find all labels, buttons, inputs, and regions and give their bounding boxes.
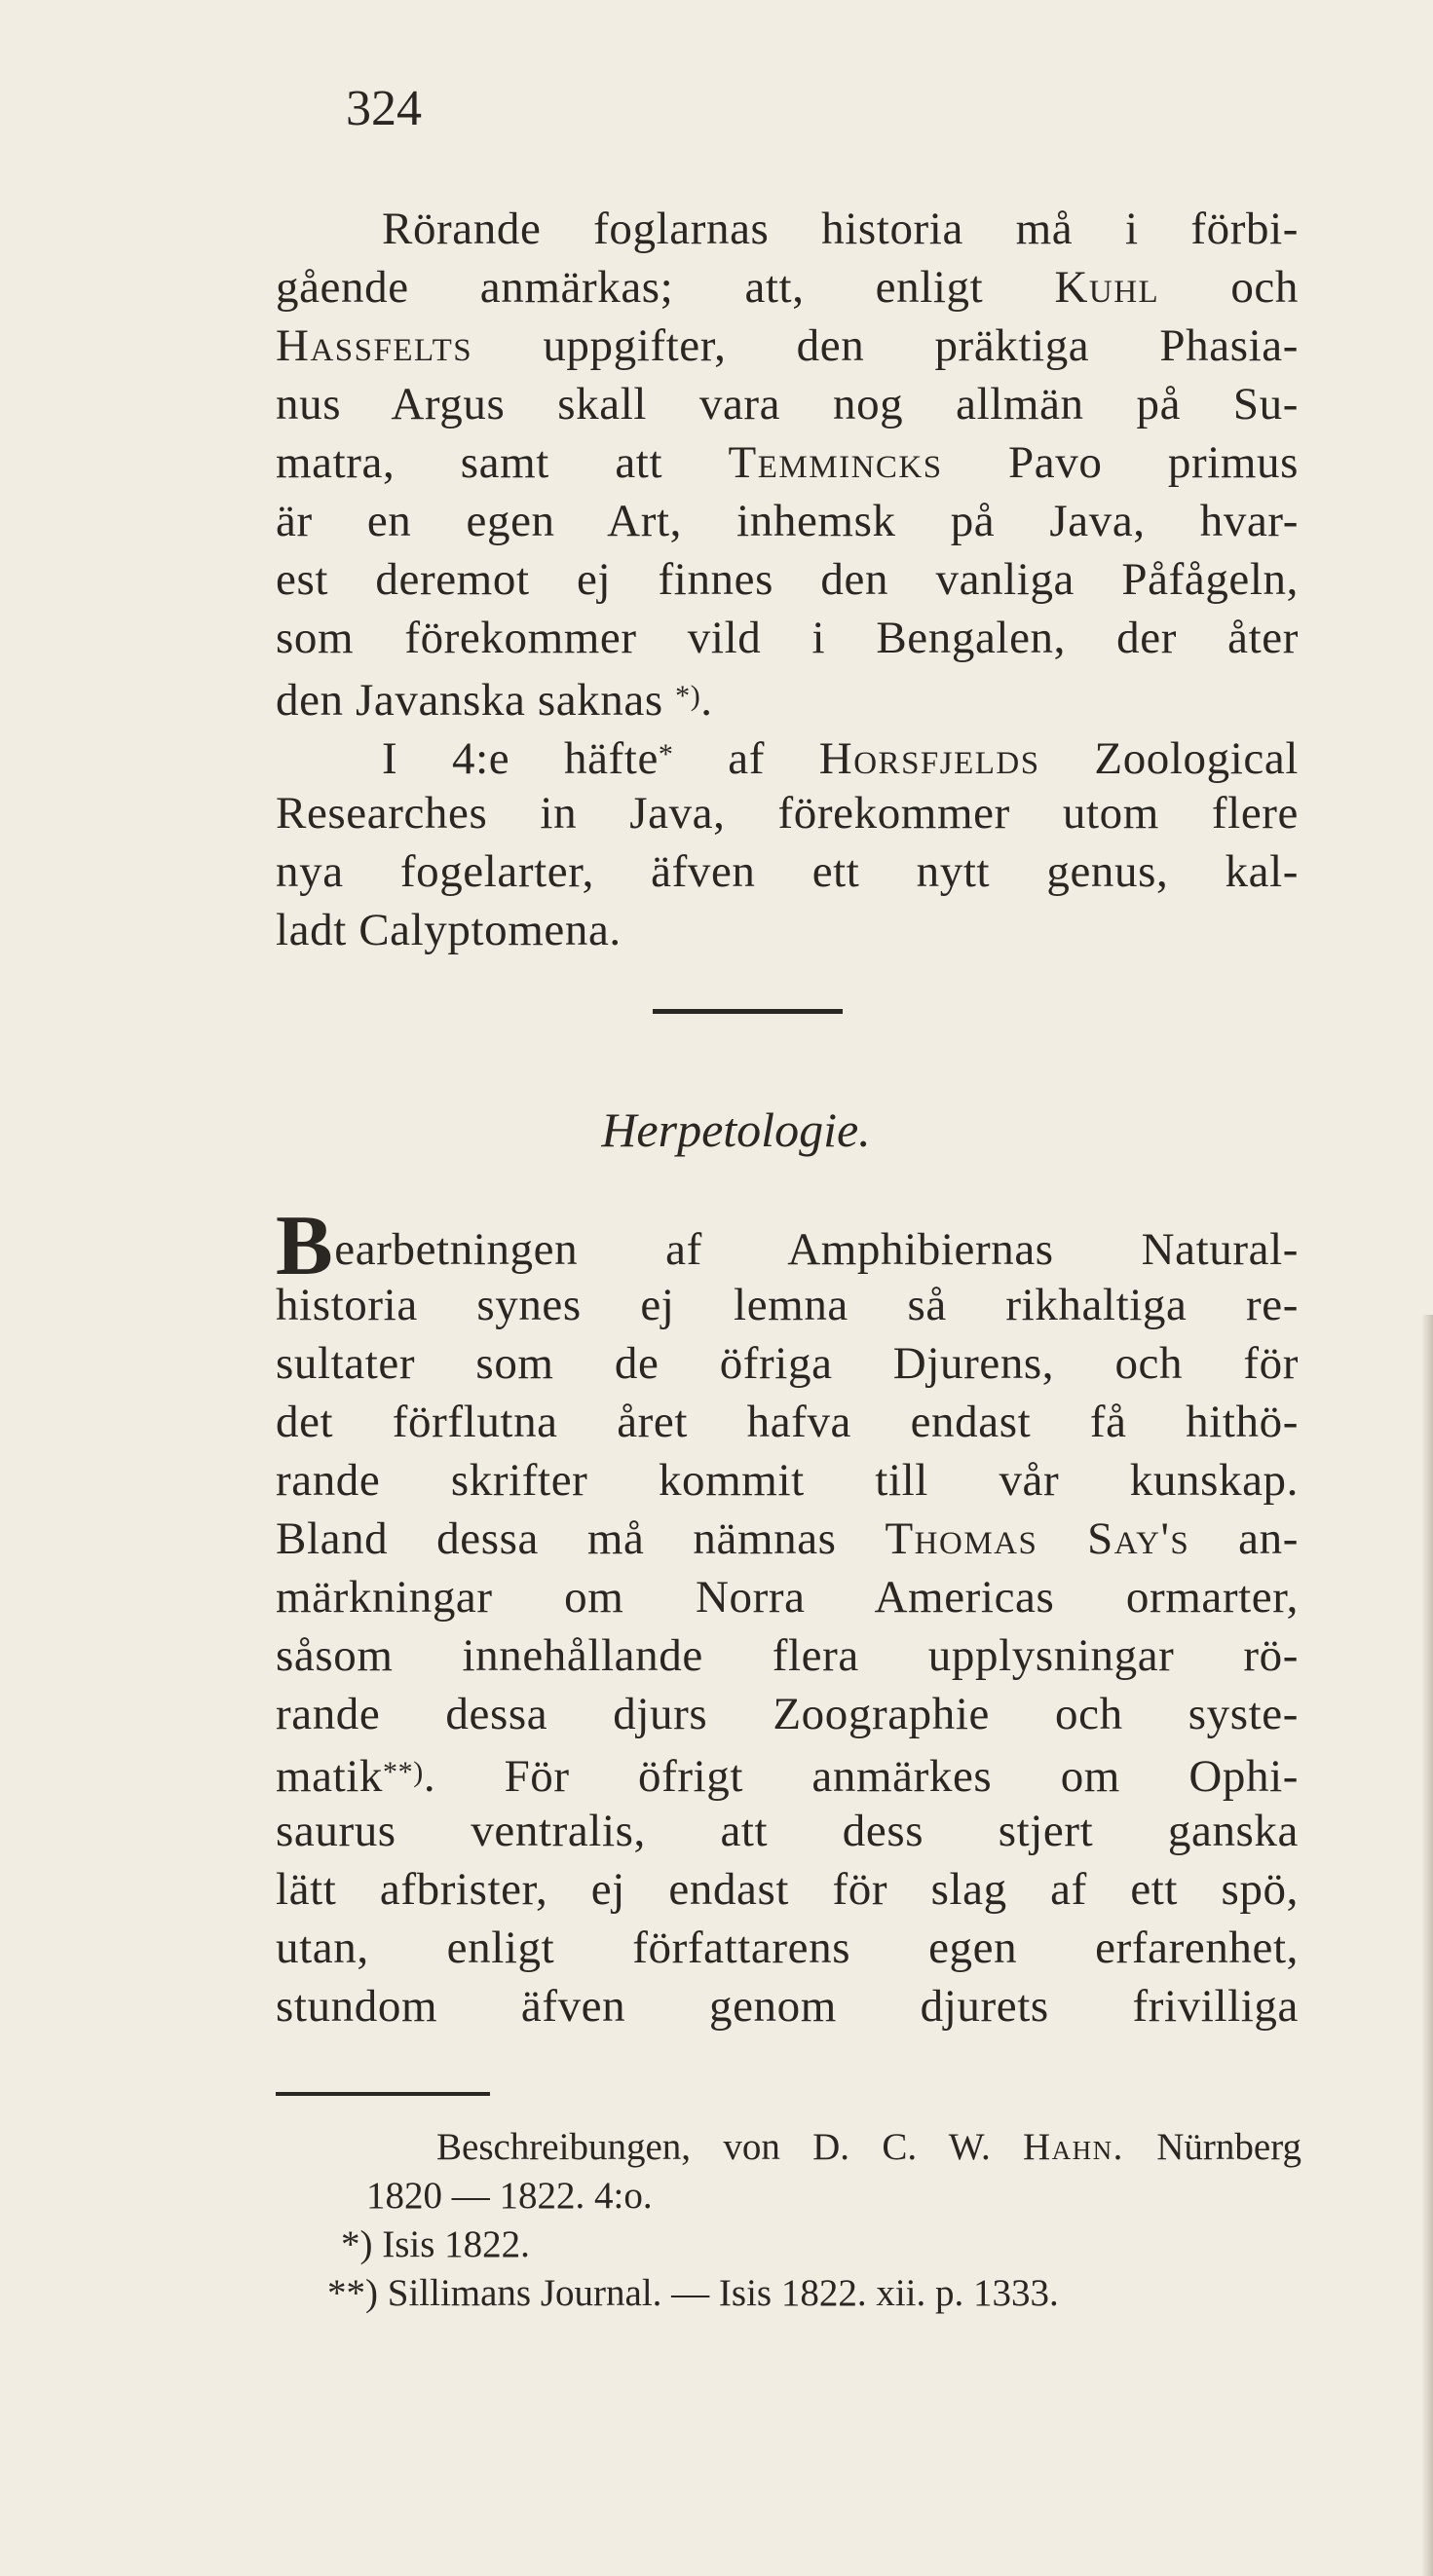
text-line: Rörande foglarnas historia må i förbi- <box>382 204 1299 254</box>
text-line: Bearbetningen af Amphibiernas Natural- <box>276 1199 1299 1293</box>
footnote-marker: *) <box>341 2223 373 2265</box>
text-line: I 4:e häfte* af Horsfjelds Zoological <box>382 733 1299 784</box>
text-line: gående anmärkas; att, enligt Kuhl och <box>276 262 1299 313</box>
footnote-marker: *) <box>675 680 701 712</box>
text-line: Researches in Java, förekommer utom flere <box>276 788 1299 839</box>
text-line: såsom innehållande flera upplysningar rö- <box>276 1630 1299 1681</box>
text-line: nya fogelarter, äfven ett nytt genus, kal- <box>276 846 1299 897</box>
text-line: utan, enligt författarens egen erfarenhet, <box>276 1923 1299 1973</box>
footnote-rule <box>276 2092 490 2096</box>
text-line: märkningar om Norra Americas ormarter, <box>276 1572 1299 1623</box>
footnote-line: *) Isis 1822. <box>341 2223 530 2265</box>
footnote-line: 1820 — 1822. 4:o. <box>366 2175 653 2217</box>
text-line: est deremot ej finnes den vanliga Påfågeln, <box>276 554 1299 605</box>
text-line: nus Argus skall vara nog allmän på Su- <box>276 379 1299 429</box>
footnote-marker: **) <box>383 1756 424 1788</box>
text-line: matra, samt att Temmincks Pavo primus <box>276 437 1299 488</box>
footnote-line: **) Sillimans Journal. — Isis 1822. xii. p. 1333. <box>327 2272 1059 2314</box>
footnote-marker: * <box>658 738 674 770</box>
section-divider <box>653 1009 843 1014</box>
text-line: det förflutna året hafva endast få hithö- <box>276 1397 1299 1447</box>
text-line: rande dessa djurs Zoographie och syste- <box>276 1689 1299 1739</box>
text-line: lätt afbrister, ej endast för slag af ett spö, <box>276 1864 1299 1915</box>
text-line: den Javanska saknas *). <box>276 675 713 726</box>
footnote-line: Beschreibungen, von D. C. W. Hahn. Nürnberg <box>436 2126 1301 2168</box>
text-line: stundom äfven genom djurets frivilliga <box>276 1981 1299 2032</box>
text-line: saurus ventralis, att dess stjert ganska <box>276 1806 1299 1856</box>
text-line: Hassfelts uppgifter, den präktiga Phasia- <box>276 320 1299 371</box>
text-line: matik**). För öfrigt anmärkes om Ophi- <box>276 1751 1299 1802</box>
footnote-marker: **) <box>327 2272 378 2314</box>
page-edge-shadow <box>1421 1315 1433 2576</box>
text-line: ladt Calyptomena. <box>276 905 622 955</box>
page-number: 324 <box>346 81 422 136</box>
text-line: historia synes ej lemna så rikhaltiga re- <box>276 1280 1299 1330</box>
drop-cap: B <box>276 1199 334 1293</box>
section-title: Herpetologie. <box>601 1102 871 1157</box>
text-line: sultater som de öfriga Djurens, och för <box>276 1338 1299 1389</box>
text-line: är en egen Art, inhemsk på Java, hvar- <box>276 496 1299 546</box>
text-line: som förekommer vild i Bengalen, der åter <box>276 613 1299 663</box>
text-line: Bland dessa må nämnas Thomas Say's an- <box>276 1513 1299 1564</box>
text-line: rande skrifter kommit till vår kunskap. <box>276 1455 1299 1506</box>
